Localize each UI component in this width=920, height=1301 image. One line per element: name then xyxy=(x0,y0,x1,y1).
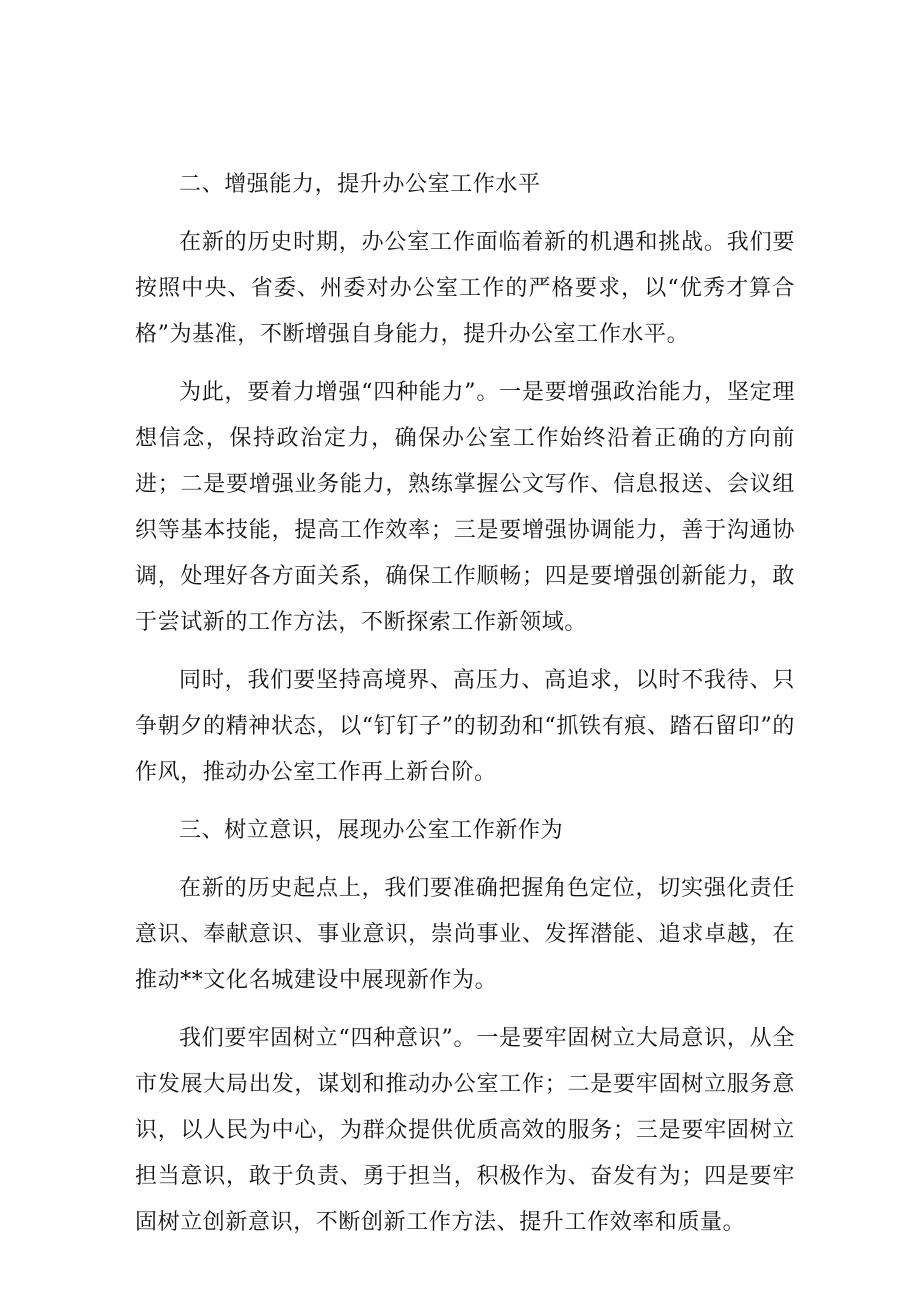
paragraph: 我们要牢固树立“四种意识”。一是要牢固树立大局意识，从全市发展大局出发，谋划和推动办公室工作；二是要牢固树立服务意识，以人民为中心，为群众提供优质高效的服务；三是要牢固树立担当意识，敢于负责、勇于担当，积极作为、奋发有为；四是要牢固树立创新意识，不断创新工作方法、提升工作效率和质量。 xyxy=(135,1026,795,1235)
section-heading-2: 二、增强能力，提升办公室工作水平 xyxy=(179,172,541,197)
paragraph: 在新的历史时期，办公室工作面临着新的机遇和挑战。我们要按照中央、省委、州委对办公室工作的严格要求，以“优秀才算合格”为基准，不断增强自身能力，提升办公室工作水平。 xyxy=(135,230,795,347)
document-body xyxy=(135,162,795,1258)
paragraph: 在新的历史起点上，我们要准确把握角色定位，切实强化责任意识、奉献意识、事业意识，崇尚事业、发挥潜能、追求卓越，在推动**文化名城建设中展现新作为。 xyxy=(135,876,795,993)
section-heading-3: 三、树立意识，展现办公室工作新作为 xyxy=(179,818,564,843)
paragraph: 为此，要着力增强“四种能力”。一是要增强政治能力，坚定理想信念，保持政治定力，确保办公室工作始终沿着正确的方向前进；二是要增强业务能力，熟练掌握公文写作、信息报送、会议组织等基本技能，提高工作效率；三是要增强协调能力，善于沟通协调，处理好各方面关系，确保工作顺畅；四是要增强创新能力，敢于尝试新的工作方法，不断探索工作新领域。 xyxy=(135,380,795,635)
paragraph: 同时，我们要坚持高境界、高压力、高追求，以时不我待、只争朝夕的精神状态，以“钉钉子”的韧劲和“抓铁有痕、踏石留印”的作风，推动办公室工作再上新台阶。 xyxy=(135,668,795,785)
